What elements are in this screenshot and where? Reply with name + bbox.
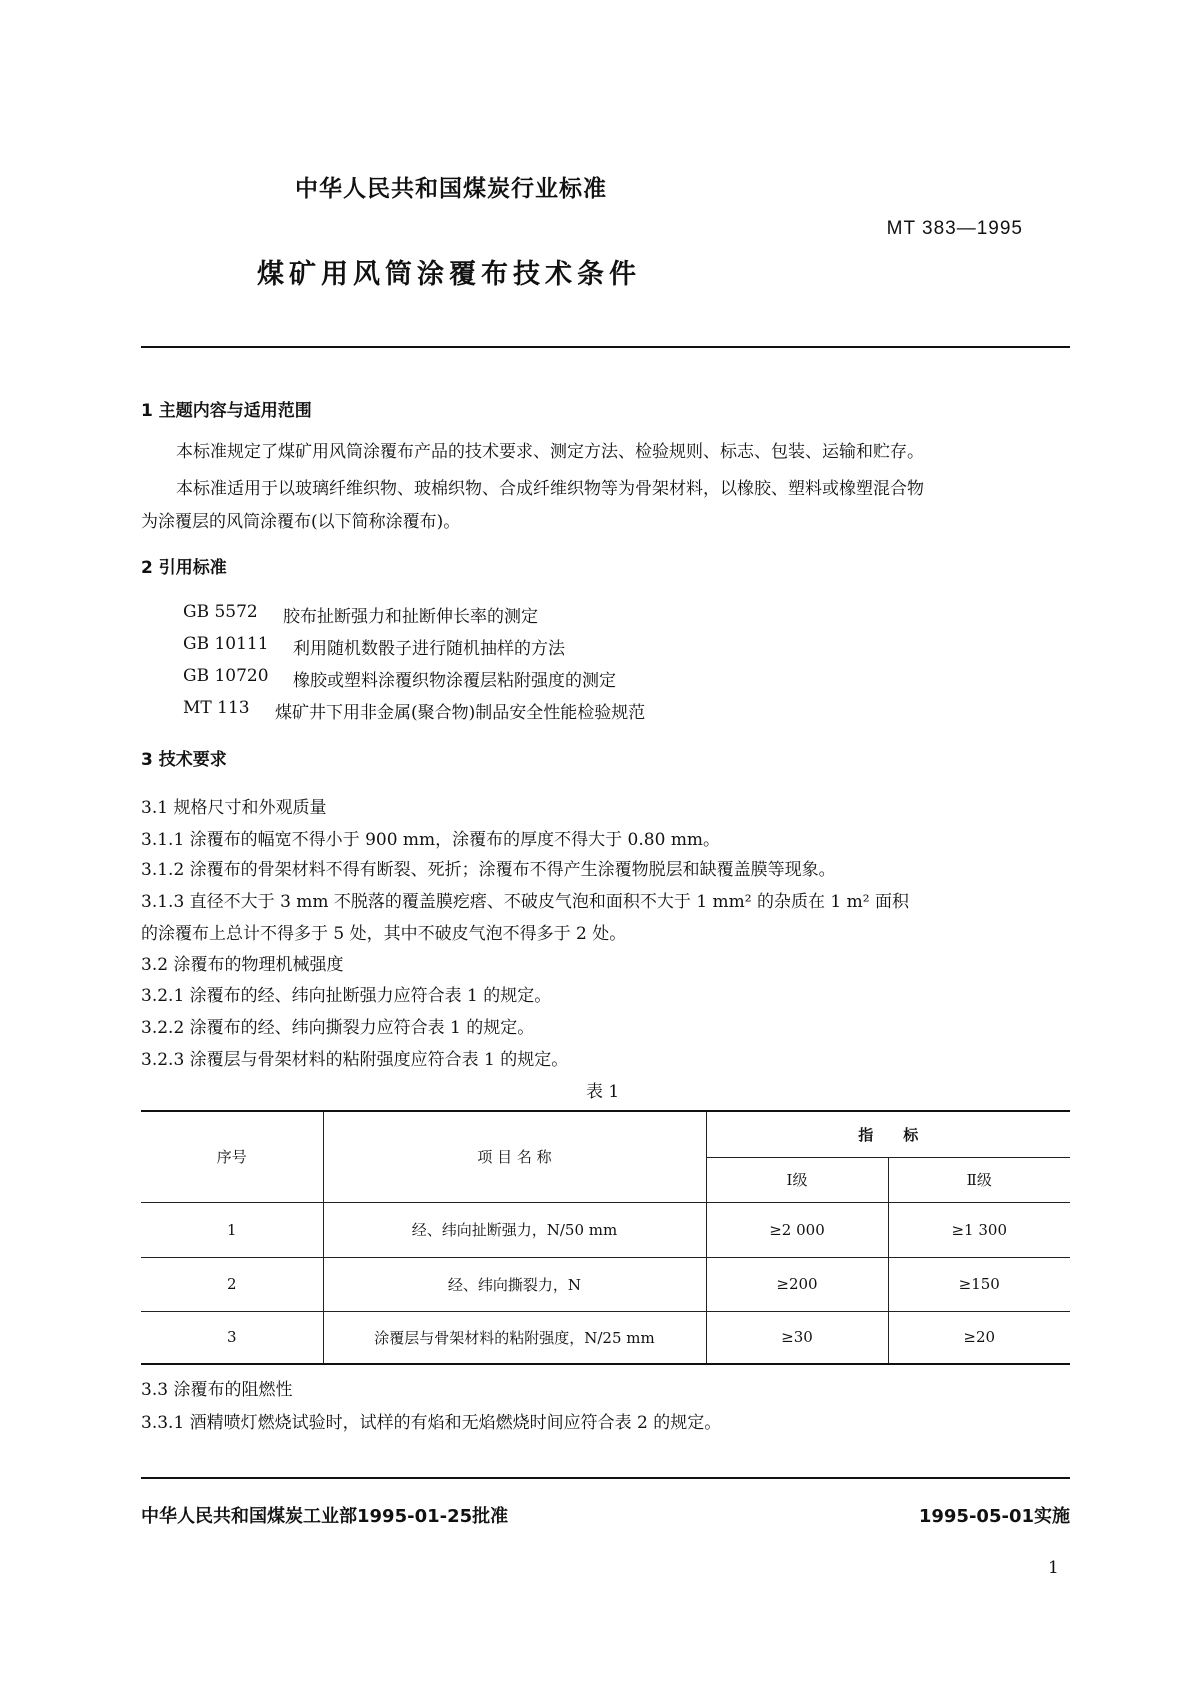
ref-title: 利用随机数骰子进行随机抽样的方法 <box>293 639 565 659</box>
clause: 3.2 涂覆布的物理机械强度 <box>141 955 344 975</box>
paragraph: 为涂覆层的风筒涂覆布(以下简称涂覆布)。 <box>141 512 461 532</box>
header-index: 指 标 <box>706 1111 1070 1157</box>
effective-date: 1995-05-01实施 <box>918 1506 1070 1527</box>
section-2-heading: 2 引用标准 <box>141 558 227 578</box>
cell-grade-1: ≥30 <box>706 1311 888 1364</box>
cell-item: 经、纬向扯断强力，N/50 mm <box>323 1202 706 1257</box>
clause: 3.3.1 酒精喷灯燃烧试验时，试样的有焰和无焰燃烧时间应符合表 2 的规定。 <box>141 1413 722 1433</box>
clause: 3.1 规格尺寸和外观质量 <box>141 798 327 818</box>
header-no: 序号 <box>141 1111 323 1202</box>
standard-code: MT 383—1995 <box>886 218 1023 239</box>
ref-title: 橡胶或塑料涂覆织物涂覆层粘附强度的测定 <box>293 671 616 691</box>
header-rule <box>141 346 1070 348</box>
ref-code: GB 10111 <box>183 634 269 654</box>
cell-item: 涂覆层与骨架材料的粘附强度，N/25 mm <box>323 1311 706 1364</box>
cell-item: 经、纬向撕裂力，N <box>323 1257 706 1311</box>
ref-code: GB 10720 <box>183 666 269 686</box>
ref-title: 胶布扯断强力和扯断伸长率的测定 <box>283 607 538 627</box>
cell-no: 1 <box>141 1202 323 1257</box>
cell-no: 2 <box>141 1257 323 1311</box>
header-item: 项 目 名 称 <box>323 1111 706 1202</box>
table-row <box>141 1311 1070 1364</box>
table-caption: 表 1 <box>586 1082 620 1102</box>
cell-no: 3 <box>141 1311 323 1364</box>
document-title: 煤矿用风筒涂覆布技术条件 <box>257 259 641 290</box>
paragraph: 本标准适用于以玻璃纤维织物、玻棉织物、合成纤维织物等为骨架材料，以橡胶、塑料或橡塑混合物 <box>176 479 924 499</box>
clause: 3.2.1 涂覆布的经、纬向扯断强力应符合表 1 的规定。 <box>141 986 552 1006</box>
header-grade-2: Ⅱ级 <box>888 1157 1070 1202</box>
section-1-heading: 1 主题内容与适用范围 <box>141 401 312 421</box>
clause: 3.2.3 涂覆层与骨架材料的粘附强度应符合表 1 的规定。 <box>141 1050 569 1070</box>
ref-code: MT 113 <box>183 698 250 718</box>
paragraph: 本标准规定了煤矿用风筒涂覆布产品的技术要求、测定方法、检验规则、标志、包装、运输和贮存。 <box>176 442 924 462</box>
page-number: 1 <box>1048 1558 1059 1578</box>
cell-grade-2: ≥150 <box>888 1257 1070 1311</box>
cell-grade-1: ≥200 <box>706 1257 888 1311</box>
ref-code: GB 5572 <box>183 602 258 622</box>
clause: 的涂覆布上总计不得多于 5 处，其中不破皮气泡不得多于 2 处。 <box>141 924 627 944</box>
ref-title: 煤矿井下用非金属(聚合物)制品安全性能检验规范 <box>275 703 646 723</box>
table-row <box>141 1202 1070 1257</box>
table-row <box>141 1257 1070 1311</box>
clause: 3.1.3 直径不大于 3 mm 不脱落的覆盖膜疙瘩、不破皮气泡和面积不大于 1 mm² 的杂质在 1 m² 面积 <box>141 892 909 912</box>
approval-date: 中华人民共和国煤炭工业部1995-01-25批准 <box>141 1506 509 1527</box>
clause: 3.2.2 涂覆布的经、纬向撕裂力应符合表 1 的规定。 <box>141 1018 535 1038</box>
issuing-body: 中华人民共和国煤炭行业标准 <box>295 176 607 202</box>
section-3-heading: 3 技术要求 <box>141 750 227 770</box>
clause: 3.1.1 涂覆布的幅宽不得小于 900 mm，涂覆布的厚度不得大于 0.80 mm。 <box>141 830 721 850</box>
footer-rule <box>141 1477 1070 1479</box>
clause: 3.3 涂覆布的阻燃性 <box>141 1380 293 1400</box>
cell-grade-2: ≥20 <box>888 1311 1070 1364</box>
cell-grade-1: ≥2 000 <box>706 1202 888 1257</box>
clause: 3.1.2 涂覆布的骨架材料不得有断裂、死折；涂覆布不得产生涂覆物脱层和缺覆盖膜等现象。 <box>141 860 836 880</box>
cell-grade-2: ≥1 300 <box>888 1202 1070 1257</box>
requirements-table <box>141 1110 1070 1365</box>
header-grade-1: Ⅰ级 <box>706 1157 888 1202</box>
